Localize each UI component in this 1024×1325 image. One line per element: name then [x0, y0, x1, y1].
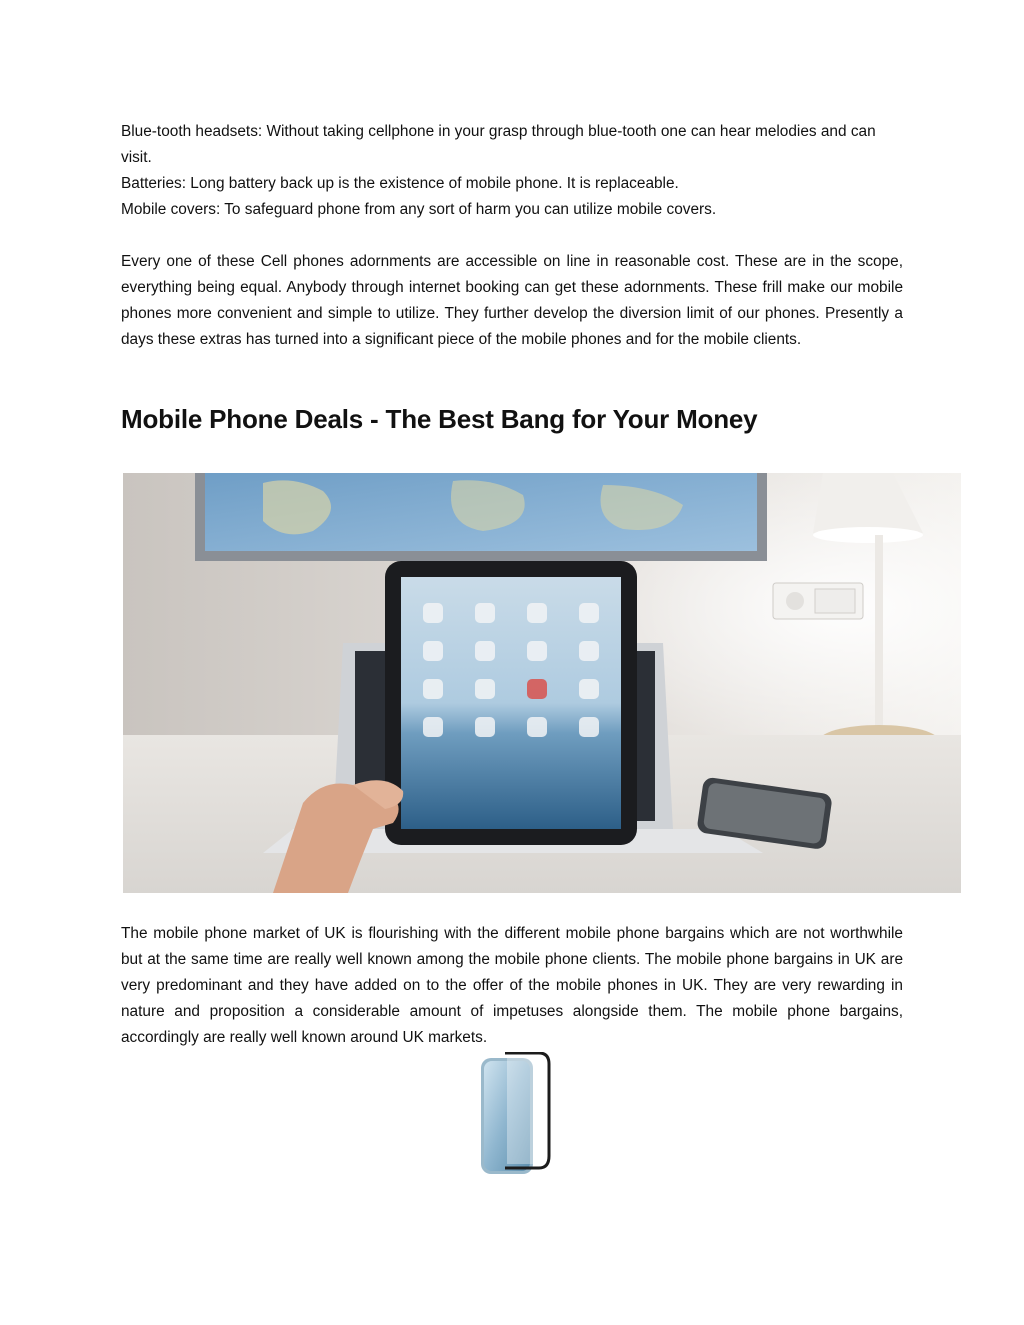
section-heading: Mobile Phone Deals - The Best Bang for Your Money	[121, 404, 758, 434]
list-item-covers: Mobile covers: To safeguard phone from any sort of harm you can utilize mobile covers.	[121, 201, 717, 218]
tablet-photo	[123, 473, 961, 893]
phone-screen-protector-image	[479, 1052, 551, 1176]
accessory-list	[121, 119, 903, 223]
paragraph-uk-market: The mobile phone market of UK is flourishing with the different mobile phone bargains which are not worthwhile but at the same time are really well known among the mobile phone clients. The mobile phone bargains in UK are very predominant and they have added on to the offer of the mobile phones in UK. They are very rewarding in nature and proposition a considerable amount of impetuses alongside them. The mobile phone bargains, accordingly are really well known around UK markets.	[121, 925, 903, 1046]
list-item-batteries: Batteries: Long battery back up is the existence of mobile phone. It is replaceable.	[121, 175, 679, 192]
paragraph-accessories: Every one of these Cell phones adornments are accessible on line in reasonable cost. These are in the scope, everything being equal. Anybody through internet booking can get these adornments. These frill make our mobile phones more convenient and simple to utilize. They further develop the diversion limit of our phones. Presently a days these extras has turned into a significant piece of the mobile phones and for the mobile clients.	[121, 253, 903, 348]
list-item-bluetooth: Blue-tooth headsets: Without taking cellphone in your grasp through blue-tooth one can hear melodies and can visit.	[121, 123, 876, 166]
